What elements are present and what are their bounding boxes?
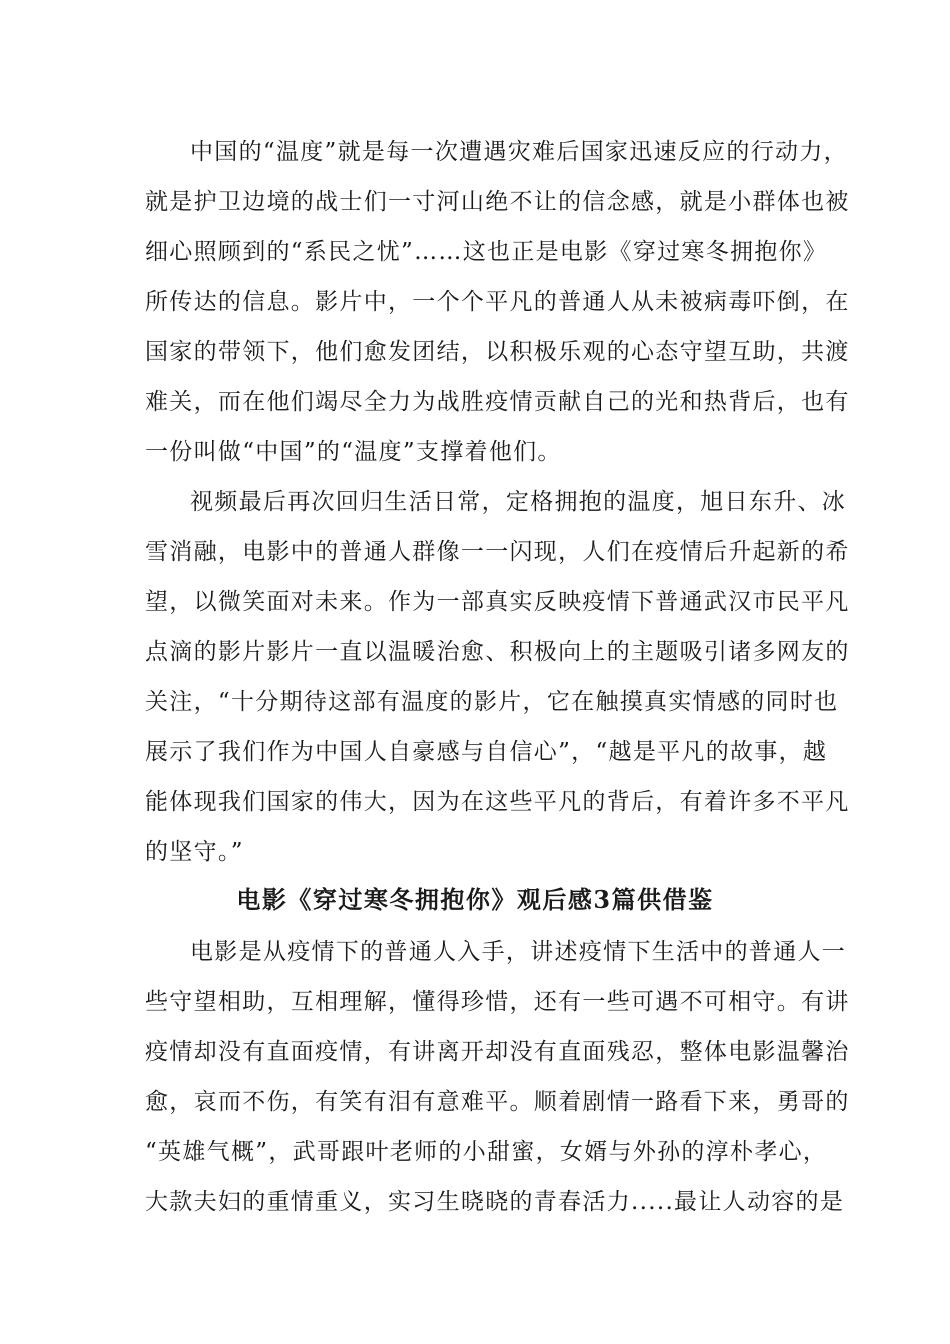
paragraph-line: 点滴的影片影片一直以温暖治愈、积极向上的主题吸引诸多网友的 [145,639,850,665]
paragraph-line: 电影是从疫情下的普通人入手，讲述疫情下生活中的普通人一 [190,939,847,965]
paragraph-line: 就是护卫边境的战士们一寸河山绝不让的信念感，就是小群体也被 [145,189,850,215]
paragraph-line: 些守望相助，互相理解，懂得珍惜，还有一些可遇不可相守。有讲 [145,989,850,1015]
paragraph-line: “英雄气概”，武哥跟叶老师的小甜蜜，女婿与外孙的淳朴孝心， [145,1139,828,1165]
paragraph-line: 望，以微笑面对未来。作为一部真实反映疫情下普通武汉市民平凡 [145,589,850,615]
paragraph-line: 雪消融，电影中的普通人群像一一闪现，人们在疫情后升起新的希 [145,539,850,565]
paragraph-line: 疫情却没有直面疫情，有讲离开却没有直面残忍，整体电影温馨治 [145,1039,850,1065]
paragraph-line: 大款夫妇的重情重义，实习生晓晓的青春活力.....最让人动容的是 [145,1189,845,1215]
paragraph-line: 展示了我们作为中国人自豪感与自信心”，“越是平凡的故事，越 [145,739,828,765]
paragraph-line: 关注，“十分期待这部有温度的影片，它在触摸真实情感的同时也 [145,689,839,715]
paragraph-line: 细心照顾到的“系民之忧”……这也正是电影《穿过寒冬拥抱你》 [145,239,828,265]
paragraph-line: 国家的带领下，他们愈发团结，以积极乐观的心态守望互助，共渡 [145,339,850,365]
paragraph-line: 中国的“温度”就是每一次遭遇灾难后国家迅速反应的行动力， [190,139,848,165]
paragraph-line: 能体现我们国家的伟大，因为在这些平凡的背后，有着许多不平凡 [145,789,850,815]
paragraph-line: 所传达的信息。影片中，一个个平凡的普通人从未被病毒吓倒，在 [145,289,850,315]
paragraph-line: 一份叫做“中国”的“温度”支撑着他们。 [145,439,562,465]
article-title: 电影《穿过寒冬拥抱你》观后感3篇供借鉴 [236,885,714,914]
paragraph-line: 难关，而在他们竭尽全力为战胜疫情贡献自己的光和热背后，也有 [145,389,850,415]
paragraph-line: 的坚守。” [145,839,244,865]
paragraph-line: 愈，哀而不伤，有笑有泪有意难平。顺着剧情一路看下来，勇哥的 [145,1089,850,1115]
paragraph-line: 视频最后再次回归生活日常，定格拥抱的温度，旭日东升、冰 [190,489,847,515]
